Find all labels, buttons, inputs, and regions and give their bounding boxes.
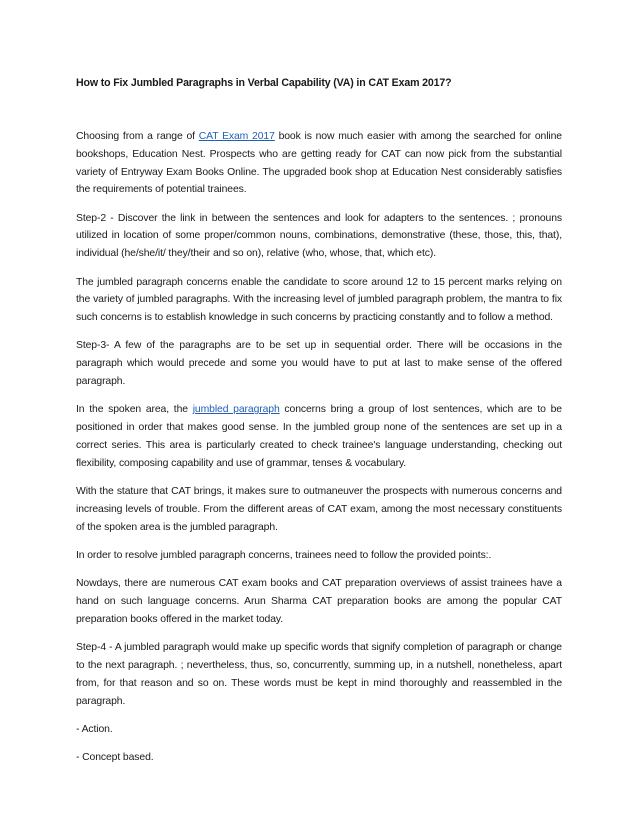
paragraph-step-4: Step-4 - A jumbled paragraph would make up specific words that signify completion of paragraph or change to the next paragraph. ; nevertheless, thus, so, concurrently, summing up, in a nutshell, nonetheless, apart from, for that reason and so on. These words must be kept in mind thoroughly and reassembled in the paragraph. (76, 642, 562, 707)
paragraph-stature: With the stature that CAT brings, it makes sure to outmaneuver the prospects with numerous concerns and increasing levels of trouble. From the different areas of CAT exam, among the most necessary constituents of the spoken area is the jumbled paragraph. (76, 486, 562, 533)
list-item-action: - Action. (76, 723, 113, 735)
paragraph-step-2: Step-2 - Discover the link in between the sentences and look for adapters to the sentences. ; pronouns utilized in location of some proper/common nouns, combinations, demonstrative (these, those, this, that), individual (he/she/it/ they/their and so on), relative (who, whose, that, which etc). (76, 212, 562, 260)
paragraph-text: concerns bring a group of lost sentences, which are to be positioned in order that makes good sense. In the jumbled group none of the sentences are set up in a correct series. This area is particularly created to check trainee's language understanding, checking out flexibility, composing capability and use of grammar, tenses & vocabulary. (76, 404, 562, 469)
paragraph-step-3: Step-3- A few of the paragraphs are to be set up in sequential order. There will be occasions in the paragraph which would precede and some you would have to put at last to make sense of the offered paragraph. (76, 340, 562, 388)
cat-exam-2017-link[interactable]: CAT Exam 2017 (198, 131, 275, 142)
document-body (76, 128, 562, 777)
list-item-concept: - Concept based. (76, 752, 154, 764)
paragraph-books: Nowdays, there are numerous CAT exam books and CAT preparation overviews of assist trainees have a hand on such language concerns. Arun Sharma CAT preparation books are among the popular CAT preparation books offered in the market today. (76, 578, 562, 625)
paragraph-text: In the spoken area, the (76, 404, 193, 416)
paragraph-intro (76, 128, 562, 199)
paragraph-marks: The jumbled paragraph concerns enable the candidate to score around 12 to 15 percent marks relying on the variety of jumbled paragraphs. With the increasing level of jumbled paragraph problem, the mantra to fix such concerns is to establish knowledge in such concerns by practicing constantly and to follow a method. (76, 276, 562, 324)
paragraph-text: Choosing from a range of (76, 131, 199, 142)
jumbled-paragraph-link[interactable]: jumbled paragraph (192, 404, 280, 416)
document-title: How to Fix Jumbled Paragraphs in Verbal Capability (VA) in CAT Exam 2017? (76, 77, 452, 89)
paragraph-resolve: In order to resolve jumbled paragraph concerns, trainees need to follow the provided points:. (76, 549, 492, 561)
paragraph-spoken-area (76, 401, 562, 472)
paragraph-text: book is now much easier with among the searched for online bookshops, Education Nest. Prospects who are getting ready for CAT can now pick from the substantial variety of Entryway Exam Books Online. The upgraded book shop at Education Nest considerably satisfies the requirements of potential trainees. (76, 131, 562, 196)
